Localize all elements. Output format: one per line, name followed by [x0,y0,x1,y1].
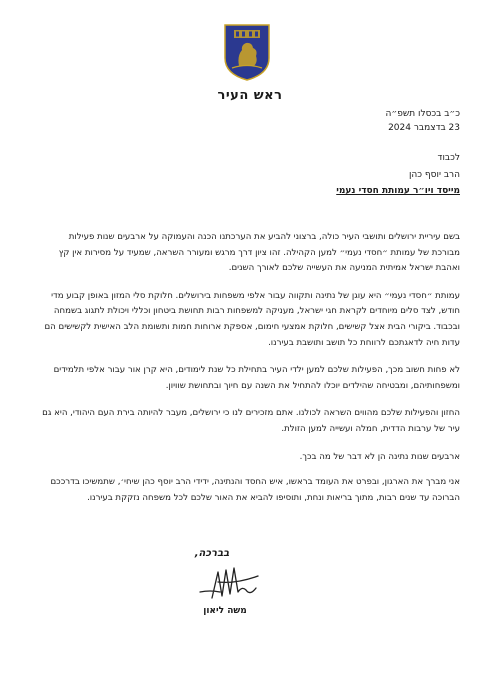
closing-greeting: בברכה, [194,548,230,559]
body-paragraph: החזון והפעילות שלכם מהווים השראה לכולנו. אתם מזכירים לנו כי ירושלים, מעבר להיותה בירת העם היהודי, היא גם עיר של ערבות הדדית, חמלה ועשייה למען הזולת. [42,408,460,434]
letter-subject: מייסד ויו״ר עמותת חסדי נעמי [336,186,460,196]
body-paragraph: בשם עיריית ירושלים ותושבי העיר כולה, ברצוני להביע את הערכתנו הכנה והעמוקה על ארבעים שנות פעילות מבורכת של עמותת ״חסדי נעמי״ למען הקהילה. זהו ציון דרך מרגש ומעורר השראה, שמעיד על מסירות אין קץ ואהבת ישראל אמיתית המניעה את העשייה שלכם לאורך השנים. [58,232,460,274]
body-paragraph: לא פחות חשוב מכך, הפעילות שלכם למען ילדי העיר בתחילת כל שנת לימודים, היא קרן אור עבור אלפי תלמידים ומשפחותיהם, ומבטיחה שהילדים יוכלו להתחיל את השנה עם חיוך ובתחושת שוויון. [53,365,460,391]
handwritten-signature [196,562,266,604]
signer-name: משה ליאון [203,606,247,616]
letter-heading: ראש העיר [217,88,283,103]
body-paragraph: אני מברך את הארגון, ובפרט את העומד בראשו, איש החסד והנתינה, ידידי הרב יוסף כהן שיחי׳, שתמשיכו בדרככם הברוכה עד שנים רבות, מתוך בריאות ונחת, ותוסיפו להביא את האור שלכם לכל משפחה נזקקת בעירנו. [50,477,460,503]
jerusalem-emblem-icon [222,22,272,82]
body-paragraph: ארבעים שנות נתינה הן לא דבר של מה בכך. [299,451,460,462]
salutation-to: לכבוד [437,153,460,163]
letter-body [40,230,460,518]
body-paragraph: עמותת ״חסדי נעמי״ היא עוגן של נתינה ותקווה עבור אלפי משפחות בירושלים. חלוקת סלי המזון באופן קבוע מדי חודש, לצד סלים מיוחדים לקראת חגי ישראל, מעניקה למשפחות רבות תחושת ביטחון וכללי ויכולת לתגוג בשמחה ובכבוד. ביקורי הבית אצל קשישים, חלוקת אמצעי חימום, אספקת ארוחות חמות ותשומת הלב האישית לקשישים הם עדות חיה לדאגתכם לרווחת כל תושב ותושבת בעירנו. [44,290,460,348]
hebrew-date: כ״ב בכסלו תשפ״ה [385,109,460,119]
recipient-name: הרב יוסף כהן [408,170,460,180]
gregorian-date: 23 בדצמבר 2024 [388,123,460,133]
